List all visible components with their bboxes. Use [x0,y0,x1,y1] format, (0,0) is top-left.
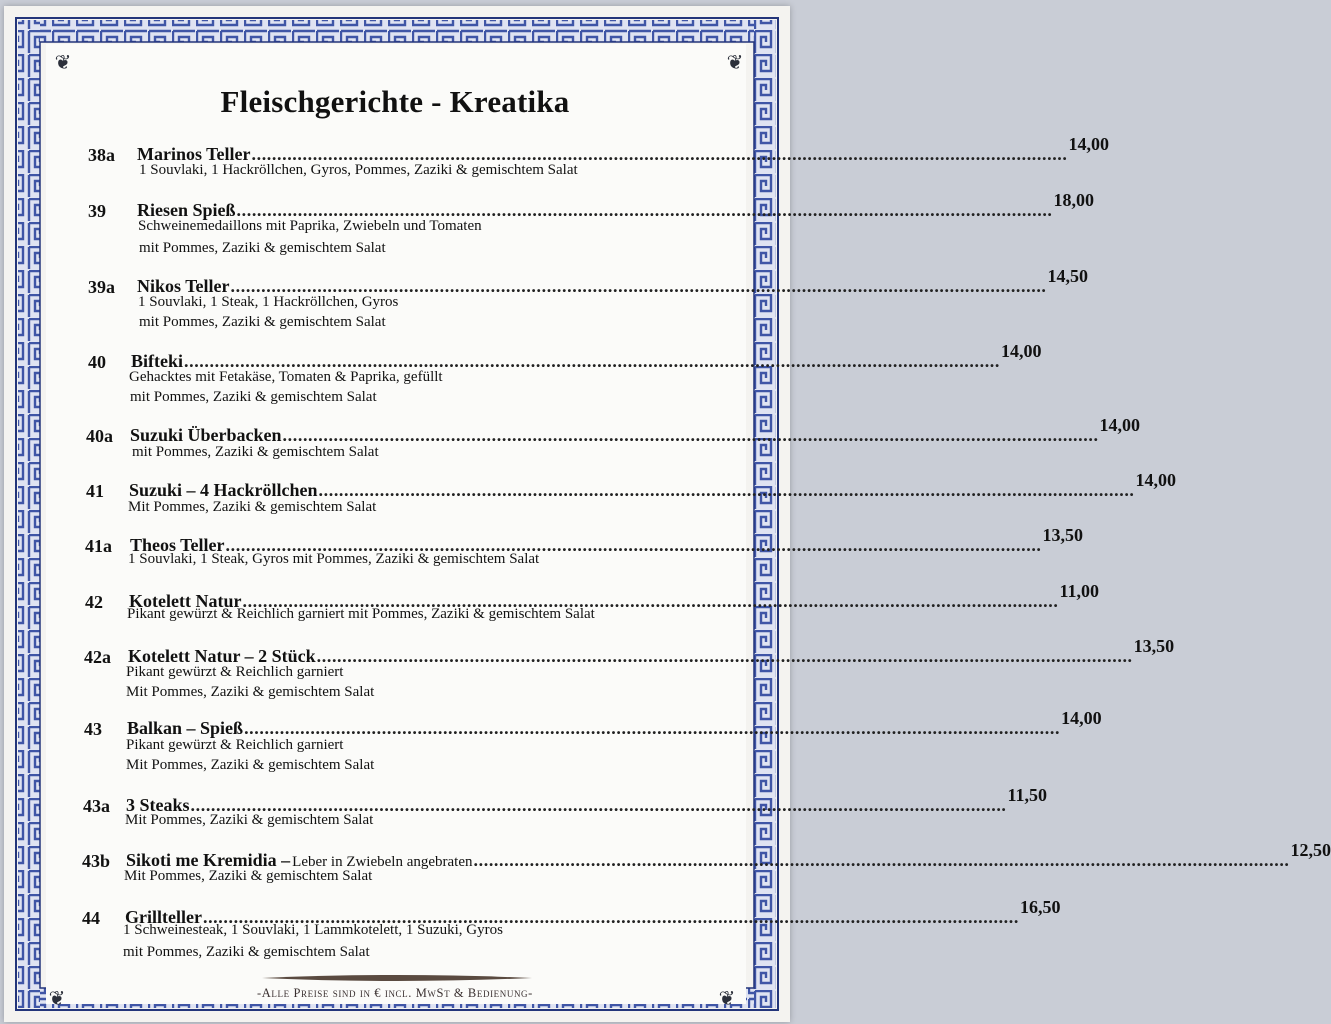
item-price: 18,00 [1053,190,1095,210]
dot-leader: ................................................................................................................................................................ [244,718,1061,738]
item-price: 14,00 [1099,415,1141,435]
item-price: 14,50 [1047,266,1089,286]
item-number: 41 [86,481,104,501]
item-description: Pikant gewürzt & Reichlich garniert [126,737,344,753]
item-price: 13,50 [1042,525,1084,545]
dot-leader: ................................................................................................................................................................ [236,200,1053,220]
item-price: 14,00 [1068,134,1109,154]
item-description: Schweinemedaillons mit Paprika, Zwiebeln und Tomaten [138,218,482,234]
item-description: Mit Pommes, Zaziki & gemischtem Salat [128,499,377,515]
item-name: Grillteller [125,907,202,927]
item-number: 39a [88,277,115,297]
item-price: 13,50 [1133,636,1175,656]
dot-leader: ................................................................................................................................................................ [318,480,1135,500]
item-subtitle: Leber in Zwiebeln angebraten [292,854,473,870]
dot-leader: ................................................................................................................................................................ [473,850,1290,870]
dot-leader: ................................................................................................................................................................ [282,425,1099,445]
item-description: Mit Pommes, Zaziki & gemischtem Salat [126,684,375,700]
item-name: Nikos Teller [137,276,230,296]
item-price: 14,00 [1135,470,1177,490]
item-description: 1 Schweinesteak, 1 Souvlaki, 1 Lammkotelett, 1 Suzuki, Gyros [123,922,503,938]
item-number: 40 [88,352,106,372]
item-number: 38a [88,145,115,165]
item-price: 16,50 [1019,897,1061,917]
item-number: 39 [88,201,106,221]
item-description: Mit Pommes, Zaziki & gemischtem Salat [126,757,375,773]
item-number: 42 [85,592,103,612]
item-description: mit Pommes, Zaziki & gemischtem Salat [132,444,379,460]
item-description: Mit Pommes, Zaziki & gemischtem Salat [124,868,373,884]
price-footnote: -Alle Preise sind in € incl. MwSt & Bedienung- [257,986,533,1000]
item-name: Theos Teller [130,535,225,555]
corner-swirl-icon: ❦ [718,988,736,1010]
dot-leader: ................................................................................................................................................................ [225,535,1042,555]
page-title: Fleischgerichte - Kreatika [220,84,570,119]
item-number: 44 [82,908,100,928]
item-description: Pikant gewürzt & Reichlich garniert mit Pommes, Zaziki & gemischtem Salat [127,606,595,622]
item-number: 43b [82,851,111,871]
item-description: Pikant gewürzt & Reichlich garniert [126,664,344,680]
item-name: Riesen Spieß [137,200,236,220]
item-price: 14,00 [1061,708,1102,728]
item-name: Kotelett Natur [129,591,242,611]
item-name: Suzuki – 4 Hackröllchen [129,480,318,500]
item-name: 3 Steaks [126,795,190,815]
ornament-divider [262,974,532,982]
item-name: Sikoti me Kremidia – [126,850,291,870]
dot-leader: ................................................................................................................................................................ [190,795,1007,815]
corner-swirl-icon: ❦ [726,52,744,74]
item-description: Mit Pommes, Zaziki & gemischtem Salat [125,812,374,828]
item-price: 14,00 [1001,341,1042,361]
item-description: 1 Souvlaki, 1 Steak, Gyros mit Pommes, Zaziki & gemischtem Salat [128,551,540,567]
item-name: Suzuki Überbacken [130,425,282,445]
item-price: 11,00 [1059,581,1099,601]
item-name: Kotelett Natur – 2 Stück [128,646,316,666]
item-description: mit Pommes, Zaziki & gemischtem Salat [123,944,370,960]
item-name: Bifteki [131,351,183,371]
item-description: mit Pommes, Zaziki & gemischtem Salat [139,314,386,330]
item-name: Balkan – Spieß [127,718,244,738]
dot-leader: ................................................................................................................................................................ [202,907,1019,927]
dot-leader: ................................................................................................................................................................ [251,144,1068,164]
item-number: 43a [83,796,110,816]
item-description: mit Pommes, Zaziki & gemischtem Salat [139,240,386,256]
item-number: 41a [85,536,112,556]
dot-leader: ................................................................................................................................................................ [230,276,1047,296]
item-price: 12,50 [1290,840,1331,860]
item-description: 1 Souvlaki, 1 Steak, 1 Hackröllchen, Gyros [138,294,399,310]
item-description: mit Pommes, Zaziki & gemischtem Salat [130,389,377,405]
item-price: 11,50 [1007,785,1048,805]
corner-swirl-icon: ❦ [54,52,72,74]
dot-leader: ................................................................................................................................................................ [184,351,1000,371]
item-name: Marinos Teller [137,144,251,164]
corner-swirl-icon: ❦ [48,988,66,1010]
dot-leader: ................................................................................................................................................................ [242,591,1059,611]
item-description: 1 Souvlaki, 1 Hackröllchen, Gyros, Pommes, Zaziki & gemischtem Salat [139,162,578,178]
item-description: Gehacktes mit Fetakäse, Tomaten & Paprika, gefüllt [129,369,443,385]
item-number: 40a [86,426,113,446]
item-number: 43 [84,719,102,739]
dot-leader: ................................................................................................................................................................ [316,646,1133,666]
item-number: 42a [84,647,111,667]
